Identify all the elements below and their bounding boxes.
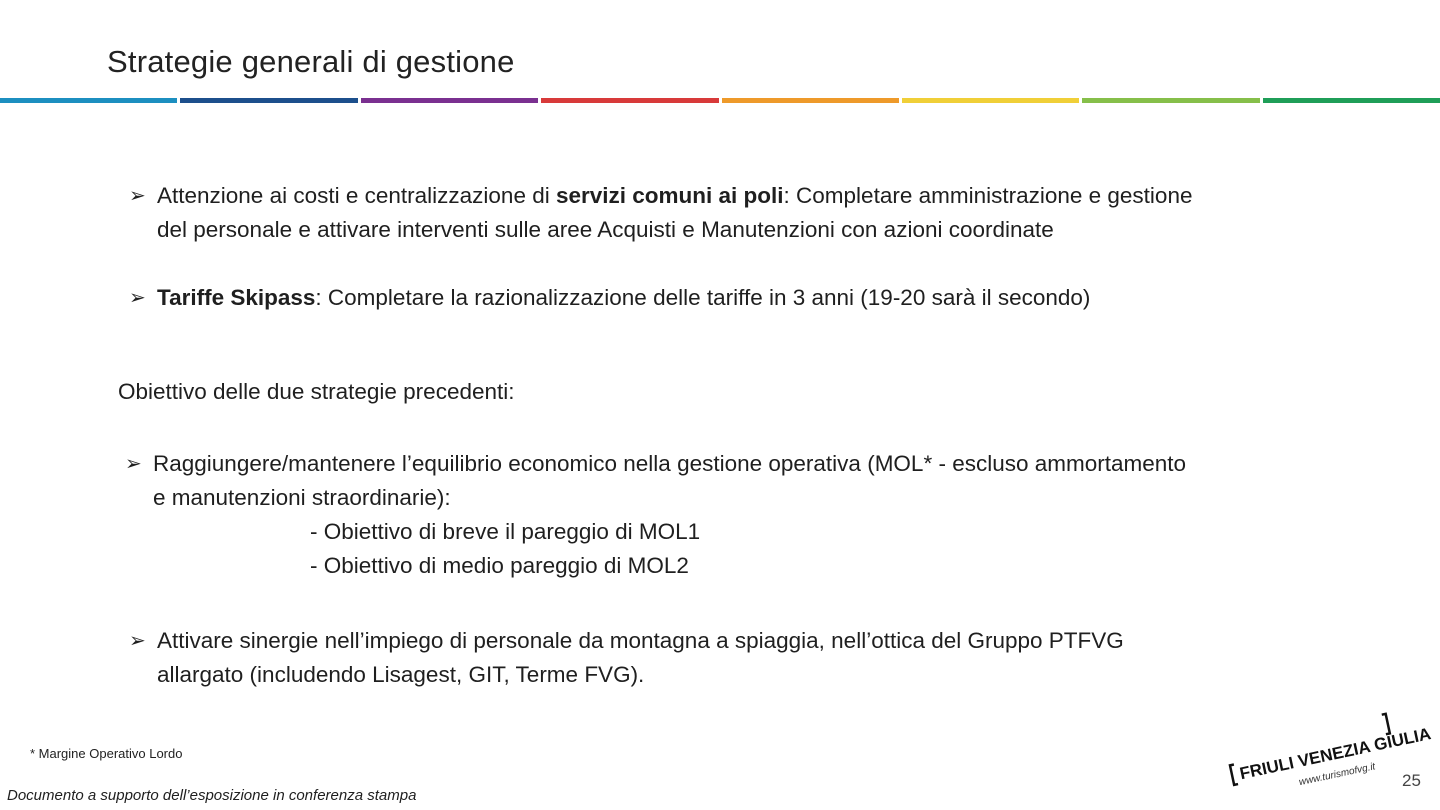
bullet-synergies — [129, 624, 1419, 692]
color-segment — [902, 98, 1079, 103]
arrow-bullet-icon: ➢ — [129, 630, 146, 652]
sub-item-medium-term: - Obiettivo di medio pareggio di MOL2 — [310, 553, 689, 578]
bullet-text-line2: del personale e attivare interventi sulle aree Acquisti e Manutenzioni con azioni coordinate — [157, 217, 1054, 242]
bullet-text-line2: allargato (includendo Lisagest, GIT, Terme FVG). — [157, 662, 645, 687]
logo-friuli: FRIULI V — [1238, 749, 1312, 784]
footer-caption: Documento a supporto dell’esposizione in conferenza stampa — [7, 787, 417, 804]
page-number: 25 — [1402, 771, 1421, 790]
bullet-bold-text: servizi comuni ai poli — [555, 183, 784, 208]
color-segment — [1263, 98, 1440, 103]
objective-intro: Obiettivo delle due strategie precedenti: — [118, 379, 515, 404]
bullet-text: Attenzione ai costi e centralizzazione di — [157, 183, 556, 208]
bullet-text-line2: e manutenzioni straordinarie): — [153, 485, 451, 510]
color-segment — [722, 98, 899, 103]
bullet-text: : Completare la razionalizzazione delle tariffe in 3 anni (19-20 sarà il secondo) — [315, 285, 1091, 310]
logo-venezia-giulia: ENEZIA GIULIA — [1307, 724, 1433, 769]
footnote: * Margine Operativo Lordo — [30, 746, 183, 761]
logo-url: www.turismofvg.it — [1297, 761, 1377, 789]
bullet-skipass-tariffs — [129, 281, 1419, 315]
bullet-bold-text: Tariffe Skipass — [157, 285, 316, 310]
color-segment — [541, 98, 718, 103]
bullet-text: Attivare sinergie nell’impiego di personale da montagna a spiaggia, nell’ottica del Gruppo PTFVG — [157, 628, 1124, 653]
bullet-text: Raggiungere/mantenere l’equilibrio economico nella gestione operativa (MOL* - escluso ammortamento — [153, 451, 1187, 476]
sub-item-short-term: - Obiettivo di breve il pareggio di MOL1 — [310, 519, 701, 544]
page-title: Strategie generali di gestione — [107, 44, 515, 79]
arrow-bullet-icon: ➢ — [129, 185, 146, 207]
color-segment — [180, 98, 357, 103]
arrow-bullet-icon: ➢ — [125, 453, 142, 475]
color-segment — [1082, 98, 1259, 103]
color-segment — [0, 98, 177, 103]
color-segment — [361, 98, 538, 103]
bullet-economic-balance — [125, 447, 1425, 583]
bullet-cost-attention — [129, 179, 1419, 247]
color-divider — [0, 98, 1440, 103]
bullet-text: : Completare amministrazione e gestione — [783, 183, 1193, 208]
arrow-bullet-icon: ➢ — [129, 287, 146, 309]
